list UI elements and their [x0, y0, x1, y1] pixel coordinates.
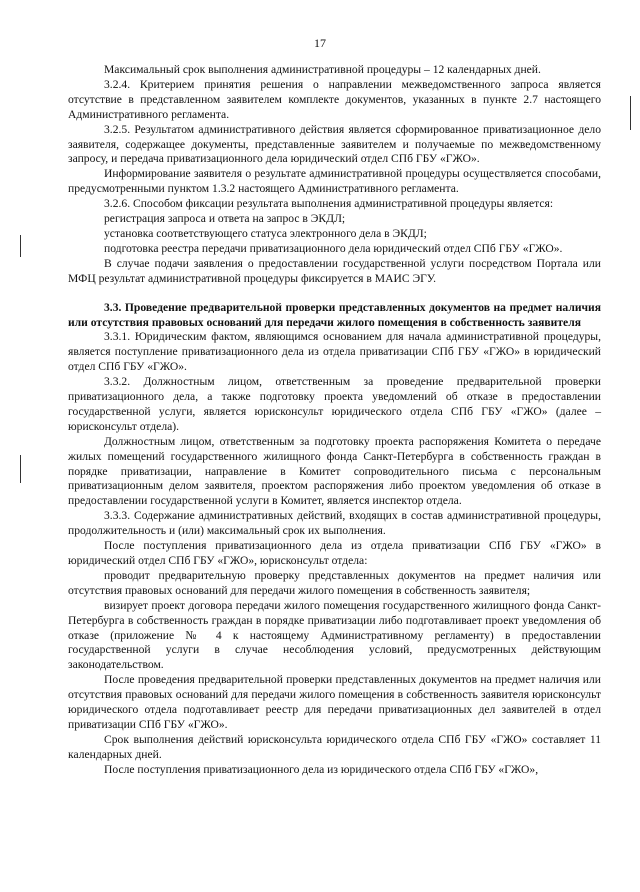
paragraph: Максимальный срок выполнения административной процедуры – 12 календарных дней. — [104, 63, 541, 76]
margin-mark — [630, 96, 631, 118]
paragraph: 3.2.6. Способом фиксации результата выполнения административной процедуры является: — [104, 197, 554, 211]
paragraph: После поступления приватизационного дела из отдела приватизации СПб ГБУ «ГЖО» в юридический отдел СПб ГБУ «ГЖО», юрисконсульт отдела: — [68, 539, 601, 567]
paragraph: Должностным лицом, ответственным за подготовку проекта распоряжения Комитета о передаче жилых помещений государственного жилищного фонда Санкт-Петербурга в собственность граждан в порядке приватизации, направление в Комитет сопроводительного письма с персональным приватизационным делом заявителя, проектом распоряжения либо проектом уведомления об отказе в предоставлении государственной услуги в Комитет, является инспектор отдела. — [68, 434, 601, 508]
paragraph: 3.2.5. Результатом административного действия является сформированное приватизационное дело заявителя, содержащее документы, представленные заявителем и получаемые по межведомственному запросу, и передача приватизационного дела юридический отдел СПб ГБУ «ГЖО». — [68, 122, 601, 166]
margin-mark — [20, 455, 21, 483]
margin-mark — [20, 235, 21, 257]
paragraph: После проведения предварительной проверки представленных документов на предмет наличия или отсутствия правовых оснований для передачи жилого помещения в собственность заявителя юрисконсульт юридического отдела подготавливает реестр для передачи приватизационных дел заявителей в отдел приватизации СПб ГБУ «ГЖО». — [68, 673, 601, 731]
paragraph: 3.3.3. Содержание административных действий, входящих в состав административной процедуры, продолжительность и (или) максимальный срок их выполнения. — [68, 509, 601, 538]
paragraph: установка соответствующего статуса электронного дела в ЭКДЛ; — [104, 226, 427, 240]
section-heading: 3.3. Проведение предварительной проверки представленных документов на предмет наличия или отсутствия правовых оснований для передачи жилого помещения в собственность заявителя — [68, 300, 601, 329]
paragraph: подготовка реестра передачи приватизационного дела юридический отдел СПб ГБУ «ГЖО». — [104, 241, 563, 255]
page-number: 17 — [314, 36, 326, 50]
paragraph: 3.3.2. Должностным лицом, ответственным за проведение предварительной проверки приватизационного дела, а также подготовку проекта уведомлений об отказе в предоставлении государственной услуги, является юрисконсульт юридического отдела СПб ГБУ «ГЖО» (далее – юрисконсульт отдела). — [68, 375, 601, 433]
paragraph: Срок выполнения действий юрисконсульта юридического отдела СПб ГБУ «ГЖО» составляет 11 календарных дней. — [68, 732, 601, 761]
margin-mark — [630, 116, 631, 130]
paragraph: 3.2.4. Критерием принятия решения о направлении межведомственного запроса является отсутствие в представленном заявителем комплекте документов, указанных в пункте 2.7 настоящего Административного регламента. — [68, 77, 601, 121]
paragraph: проводит предварительную проверку представленных документов на предмет наличия или отсутствия правовых оснований для передачи жилого помещения в собственность заявителя; — [68, 568, 601, 597]
document-body — [68, 63, 601, 778]
paragraph: В случае подачи заявления о предоставлении государственной услуги посредством Портала или МФЦ результат административной процедуры фиксируется в МАИС ЭГУ. — [68, 256, 601, 285]
paragraph: визирует проект договора передачи жилого помещения государственного жилищного фонда Санкт-Петербурга в собственность граждан в порядке приватизации либо подготавливает проект уведомления об отказе (приложение № 4 к настоящему Административному регламенту) в предоставлении государственной услуги в случае несоблюдения условий, предусмотренных действующим законодательством. — [68, 598, 601, 672]
paragraph: После поступления приватизационного дела из юридического отдела СПб ГБУ «ГЖО», — [104, 762, 539, 776]
paragraph: Информирование заявителя о результате административной процедуры осуществляется способами, предусмотренными пунктом 1.3.2 настоящего Административного регламента. — [68, 167, 601, 196]
paragraph: регистрация запроса и ответа на запрос в ЭКДЛ; — [104, 212, 346, 226]
paragraph: 3.3.1. Юридическим фактом, являющимся основанием для начала административной процедуры, является поступление приватизационного дела из отдела приватизации СПб ГБУ «ГЖО» в юридический отдел СПб ГБУ «ГЖО». — [68, 330, 601, 374]
